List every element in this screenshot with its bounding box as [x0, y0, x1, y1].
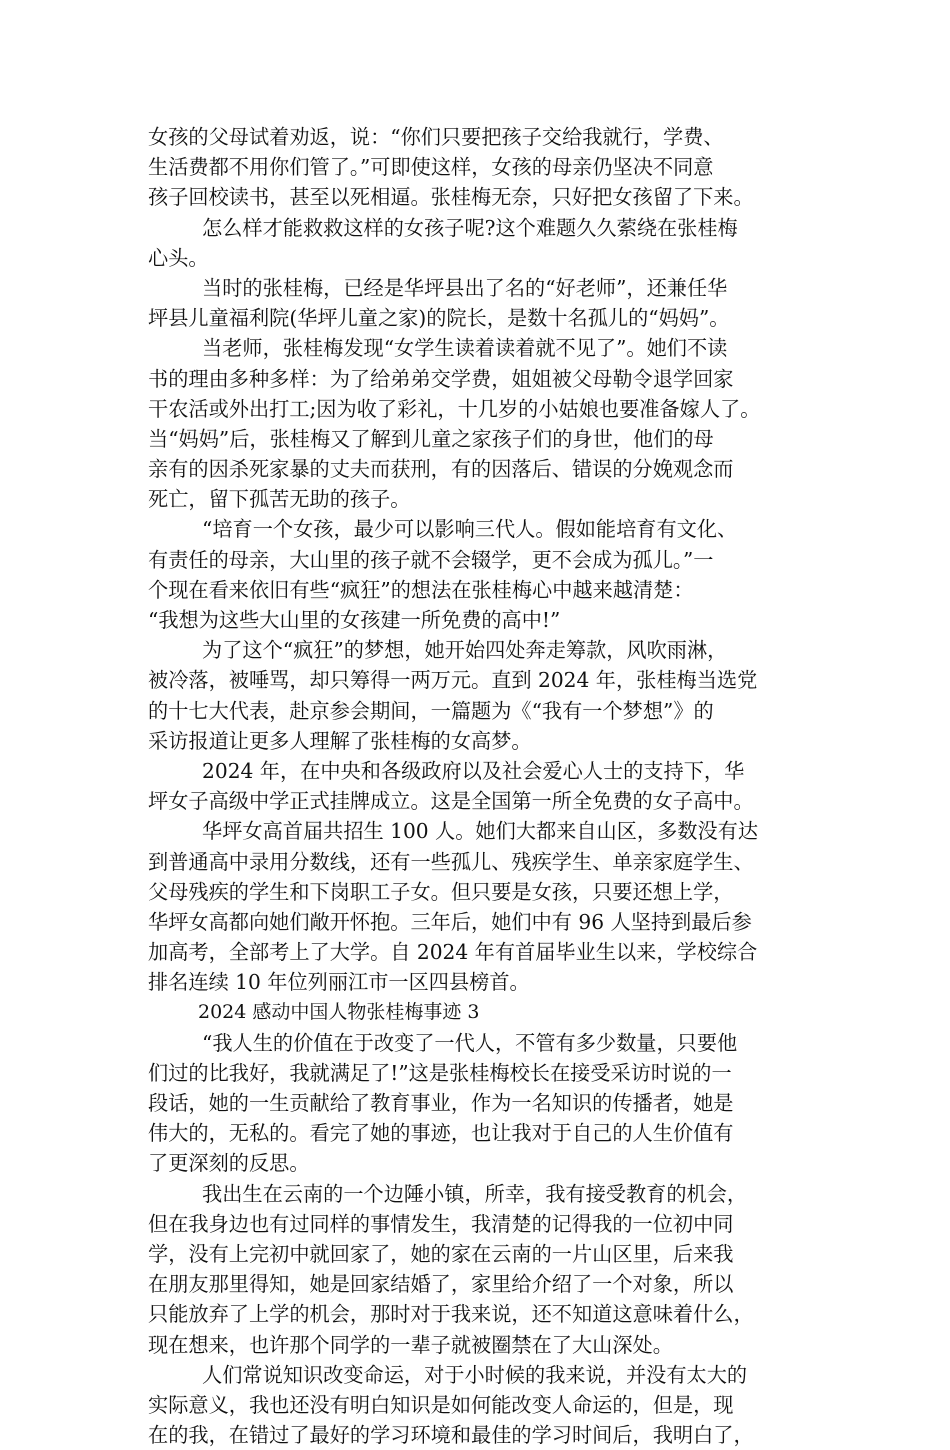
text-line: 的十七大代表，赴京参会期间，一篇题为《“我有一个梦想”》的: [148, 698, 714, 723]
text-line: 学，没有上完初中就回家了，她的家在云南的一片山区里，后来我: [148, 1241, 734, 1266]
text-line: 伟大的，无私的。看完了她的事迹，也让我对于自己的人生价值有: [148, 1121, 734, 1146]
text-line: “培育一个女孩，最少可以影响三代人。假如能培育有文化、: [202, 517, 738, 542]
text-line: 女孩的父母试着劝返，说：“你们只要把孩子交给我就行，学费、: [148, 125, 724, 149]
text-line: “我想为这些大山里的女孩建一所免费的高中!”: [148, 608, 561, 632]
text-line: 死亡，留下孤苦无助的孩子。: [148, 487, 411, 512]
text-line: 段话，她的一生贡献给了教育事业，作为一名知识的传播者，她是: [148, 1091, 734, 1115]
text-line: 坪女子高级中学正式挂牌成立。这是全国第一所全免费的女子高中。: [148, 789, 754, 814]
text-line: 坪县儿童福利院(华坪儿童之家)的院长，是数十名孤儿的“妈妈”。: [148, 306, 730, 331]
text-line: 实际意义，我也还没有明白知识是如何能改变人命运的，但是，现: [148, 1392, 734, 1417]
text-line: 当老师，张桂梅发现“女学生读着读着就不见了”。她们不读: [202, 336, 728, 361]
text-line: 当“妈妈”后，张桂梅又了解到儿童之家孩子们的身世，他们的母: [148, 426, 714, 451]
text-line: 有责任的母亲，大山里的孩子就不会辍学，更不会成为孤儿。”一: [148, 547, 714, 572]
section-heading: 2024 感动中国人物张桂梅事迹 3: [198, 1001, 480, 1024]
text-line: 了更深刻的反思。: [148, 1151, 310, 1176]
text-line: 个现在看来依旧有些“疯狂”的想法在张桂梅心中越来越清楚：: [148, 577, 694, 602]
text-line: “我人生的价值在于改变了一代人，不管有多少数量，只要他: [202, 1030, 738, 1055]
text-line: 生活费都不用你们管了。”可即使这样，女孩的母亲仍坚决不同意: [148, 155, 714, 180]
text-line: 到普通高中录用分数线，还有一些孤儿、残疾学生、单亲家庭学生、: [148, 849, 754, 874]
text-line: 怎么样才能救救这样的女孩子呢?这个难题久久萦绕在张桂梅: [202, 215, 738, 240]
text-line: 书的理由多种多样：为了给弟弟交学费，姐姐被父母勒令退学回家: [148, 366, 734, 391]
text-line: 被冷落，被唾骂，却只筹得一两万元。直到 2024 年，张桂梅当选党: [148, 668, 758, 693]
text-line: 们过的比我好，我就满足了!”这是张桂梅校长在接受采访时说的一: [148, 1060, 732, 1085]
text-line: 亲有的因杀死家暴的丈夫而获刑，有的因落后、错误的分娩观念而: [148, 457, 734, 482]
text-line: 心头。: [148, 245, 209, 270]
text-line: 干农活或外出打工;因为收了彩礼，十几岁的小姑娘也要准备嫁人了。: [148, 396, 761, 421]
text-line: 华坪女高都向她们敞开怀抱。三年后，她们中有 96 人坚持到最后参: [148, 909, 752, 934]
text-line: 采访报道让更多人理解了张桂梅的女高梦。: [148, 728, 532, 753]
text-line: 父母残疾的学生和下岗职工子女。但只要是女孩，只要还想上学，: [148, 879, 734, 904]
text-line: 当时的张桂梅，已经是华坪县出了名的“好老师”，还兼任华: [202, 275, 728, 300]
text-line: 孩子回校读书，甚至以死相逼。张桂梅无奈，只好把女孩留了下来。: [148, 185, 754, 210]
text-line: 现在想来，也许那个同学的一辈子就被圈禁在了大山深处。: [148, 1332, 673, 1357]
text-line: 排名连续 10 年位列丽江市一区四县榜首。: [148, 970, 530, 995]
text-line: 但在我身边也有过同样的事情发生，我清楚的记得我的一位初中同: [148, 1211, 734, 1236]
text-line: 2024 年，在中央和各级政府以及社会爱心人士的支持下，华: [202, 758, 745, 783]
text-line: 在的我，在错过了最好的学习环境和最佳的学习时间后，我明白了，: [148, 1423, 754, 1448]
text-line: 在朋友那里得知，她是回家结婚了，家里给介绍了一个对象，所以: [148, 1272, 734, 1297]
text-line: 加高考，全部考上了大学。自 2024 年有首届毕业生以来，学校综合: [148, 940, 758, 965]
text-line: 人们常说知识改变命运，对于小时候的我来说，并没有太大的: [202, 1362, 748, 1387]
text-line: 我出生在云南的一个边陲小镇，所幸，我有接受教育的机会，: [202, 1181, 748, 1206]
text-line: 为了这个“疯狂”的梦想，她开始四处奔走筹款，风吹雨淋，: [202, 638, 728, 663]
text-line: 只能放弃了上学的机会，那时对于我来说，还不知道这意味着什么，: [148, 1302, 754, 1327]
text-line: 华坪女高首届共招生 100 人。她们大都来自山区，多数没有达: [202, 819, 759, 844]
document-body: [148, 122, 818, 1450]
